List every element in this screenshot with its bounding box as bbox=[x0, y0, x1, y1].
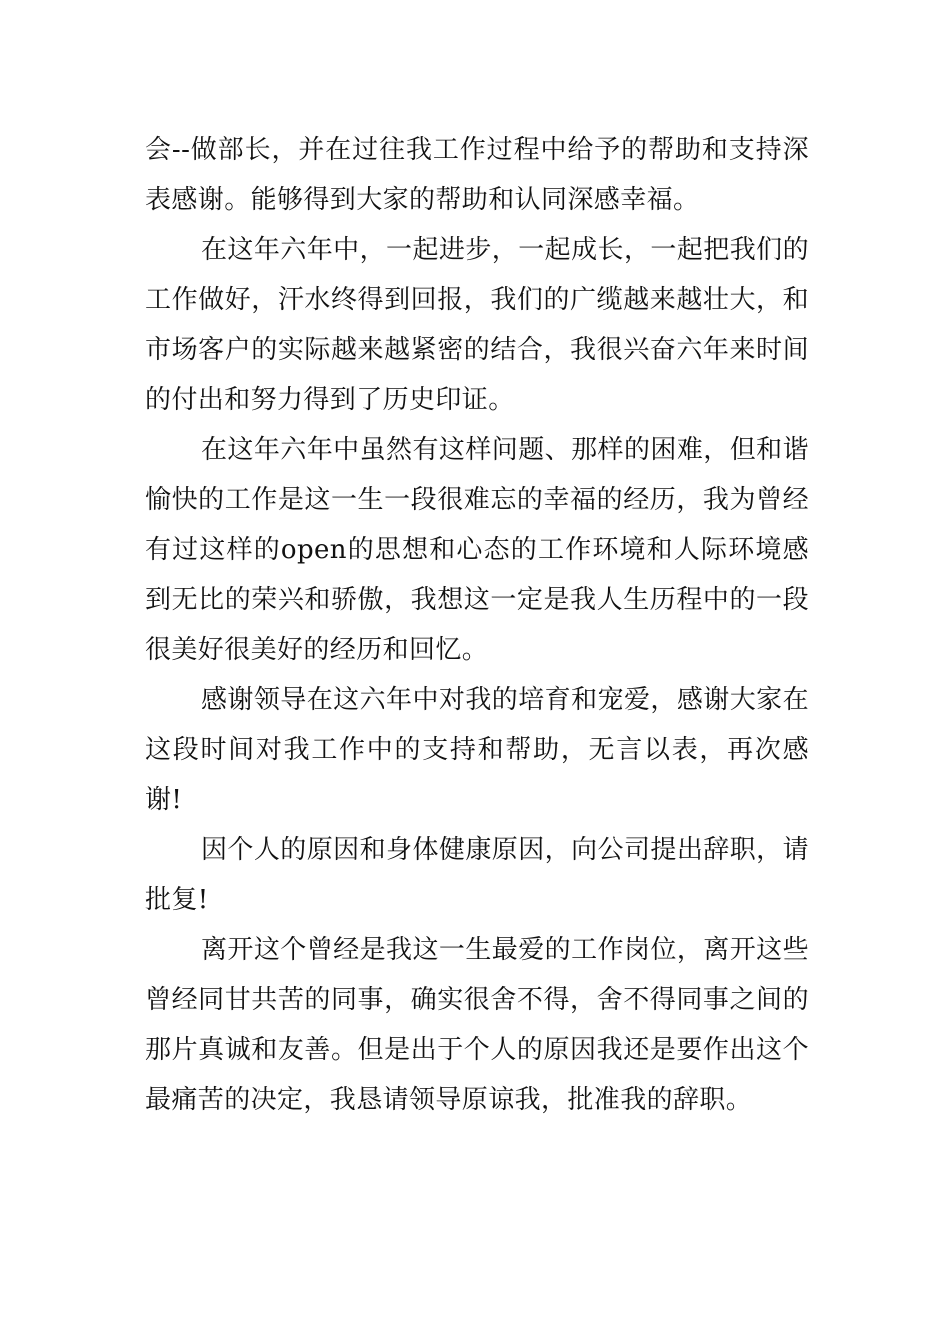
document-body bbox=[145, 125, 809, 1125]
paragraph-4: 感谢领导在这六年中对我的培育和宠爱，感谢大家在这段时间对我工作中的支持和帮助，无言以表，再次感谢! bbox=[145, 685, 809, 815]
paragraph-3: 在这年六年中虽然有这样问题、那样的困难，但和谐愉快的工作是这一生一段很难忘的幸福的经历，我为曾经有过这样的open的思想和心态的工作环境和人际环境感到无比的荣兴和骄傲，我想这一定是我人生历程中的一段很美好很美好的经历和回忆。 bbox=[145, 435, 809, 665]
paragraph-5: 因个人的原因和身体健康原因，向公司提出辞职，请批复! bbox=[145, 835, 809, 915]
paragraph-6: 离开这个曾经是我这一生最爱的工作岗位，离开这些曾经同甘共苦的同事，确实很舍不得，舍不得同事之间的那片真诚和友善。但是出于个人的原因我还是要作出这个最痛苦的决定，我恳请领导原谅我，批准我的辞职。 bbox=[145, 935, 809, 1115]
paragraph-2: 在这年六年中，一起进步，一起成长，一起把我们的工作做好，汗水终得到回报，我们的广缆越来越壮大，和市场客户的实际越来越紧密的结合，我很兴奋六年来时间的付出和努力得到了历史印证。 bbox=[145, 235, 809, 415]
paragraph-1: 会--做部长，并在过往我工作过程中给予的帮助和支持深表感谢。能够得到大家的帮助和认同深感幸福。 bbox=[145, 135, 809, 215]
